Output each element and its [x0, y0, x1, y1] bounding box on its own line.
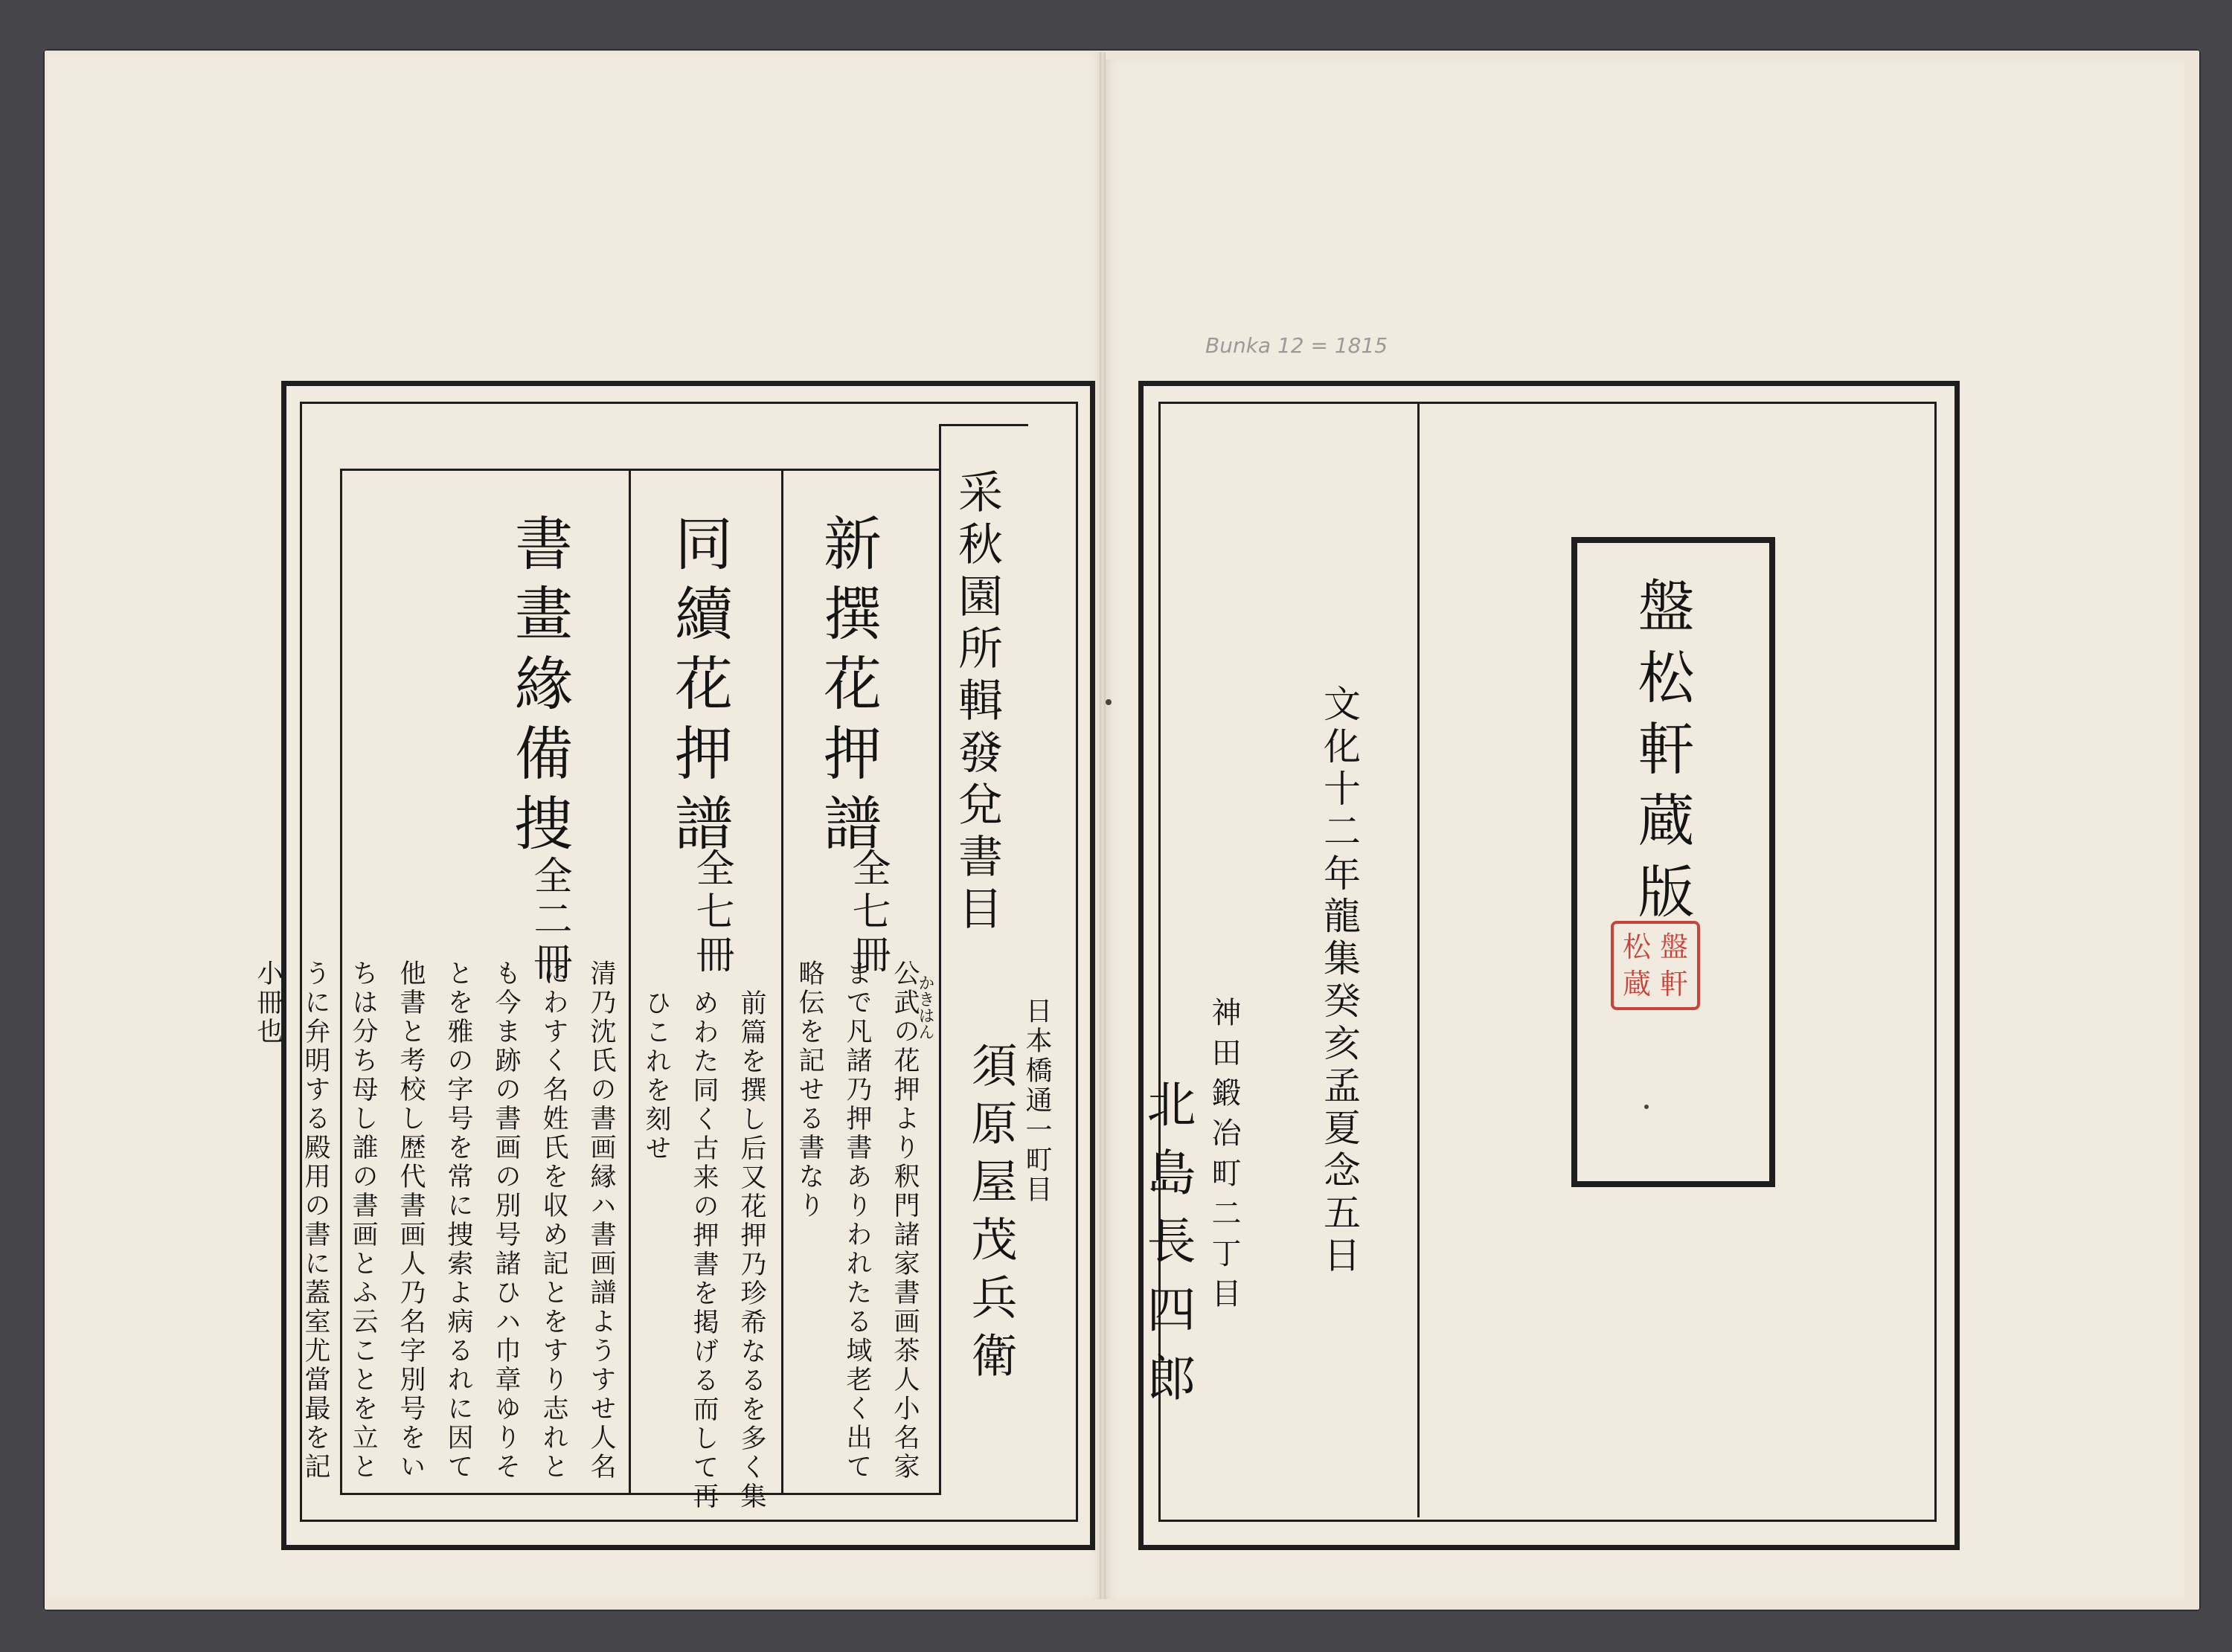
book-description: 前篇を撰し后又花押乃珍希なるを多く集めわた同く古来の押書を掲げる而して再ひこれを刻せ [641, 989, 766, 1511]
red-seal-stamp [1611, 921, 1700, 1010]
book-description: 公武の花押より釈門諸家書画茶人小名家まで凡諸乃押書ありわれたる域老く出て略伝を記せる書なり [795, 960, 920, 1482]
column-top-rule [340, 469, 939, 471]
seal-character: 松 [1622, 931, 1651, 963]
header-top-rule [939, 424, 1028, 426]
ink-speck [1644, 1105, 1649, 1109]
publication-date: 文化十二年龍集癸亥孟夏念五日 [1318, 684, 1361, 1278]
book-description: 清乃沈氏の書画縁ハ書画譜ようすせ人名にわすく名姓氏を収め記とをすり志れとも今ま跡の書画の別号諸ひハ巾章ゆりそとを雅の字号を常に捜索よ病るれに因て他書と考校し歴代書画人乃名字別号をいちは分ち母し誰の書画とふ云ことを立とうに弁明する殿用の書に蓋室尤當最を記小冊也 [253, 960, 616, 1482]
seal-character: 軒 [1659, 968, 1688, 1000]
book-volumes: 全二冊 [527, 855, 571, 985]
left-publisher-address: 日本橋通一町目 [1022, 997, 1052, 1205]
right-publisher-address: 神田鍛冶町二丁目 [1207, 997, 1241, 1318]
right-publisher-name: 北島長四郎 [1138, 1079, 1196, 1421]
book-gutter [1100, 52, 1106, 1599]
book-volumes: 全七冊 [845, 848, 890, 977]
publisher-brand-title: 盤松軒蔵版 [1629, 576, 1695, 933]
right-inner-frame [1158, 402, 1937, 1522]
seal-character: 蔵 [1622, 968, 1651, 1000]
book-title: 新撰花押譜 [814, 513, 881, 863]
book-ruby: かきはん [916, 974, 934, 1040]
binding-hole [1106, 699, 1112, 705]
left-column-divider [939, 424, 941, 1495]
pencil-annotation: Bunka 12 = 1815 [1205, 333, 1388, 358]
left-publisher-name: 須原屋茂兵衛 [963, 1041, 1018, 1389]
right-column-divider [1417, 402, 1420, 1517]
book-volumes: 全七冊 [689, 848, 734, 977]
book-title: 書畫緣備捜 [505, 513, 572, 863]
left-column-divider [781, 469, 783, 1495]
catalog-header: 采秋園所輯發兌書目 [951, 469, 1003, 937]
seal-character: 盤 [1659, 931, 1688, 963]
book-title: 同續花押譜 [665, 513, 732, 863]
left-column-divider [629, 469, 631, 1495]
